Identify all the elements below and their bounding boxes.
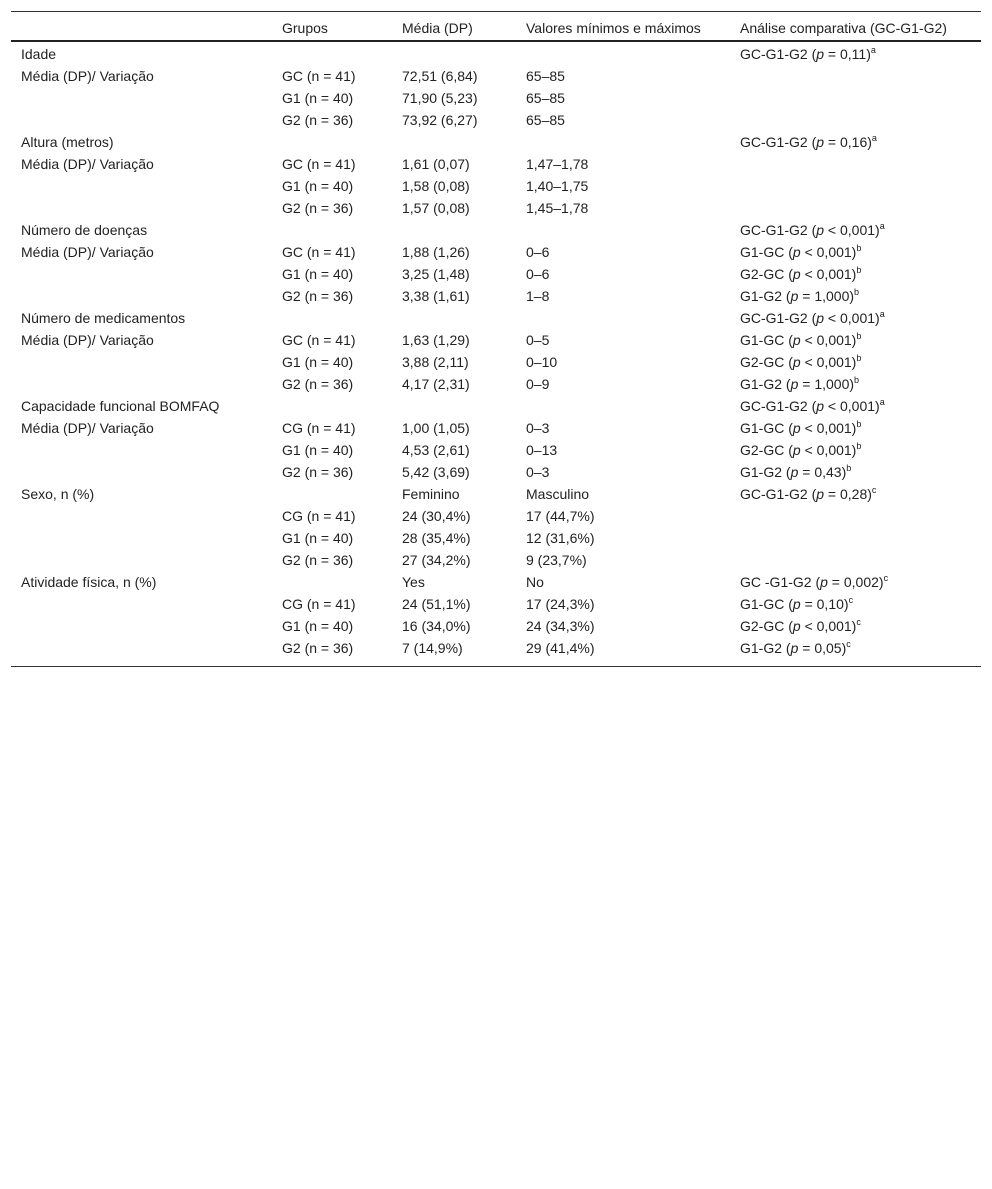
cell-mean-sd: 1,63 (1,29) <box>402 332 470 348</box>
cell-mean-sd: 1,61 (0,07) <box>402 156 470 172</box>
cell-variable <box>11 286 272 308</box>
cell-comparison <box>730 308 981 330</box>
cell-comparison <box>730 66 981 88</box>
footnote-marker: a <box>871 133 877 143</box>
cell-mean-sd: Feminino <box>402 486 460 502</box>
table-row <box>11 66 981 88</box>
footnote-marker: b <box>856 353 862 363</box>
cell-variable <box>11 198 272 220</box>
cell-group: G1 (n = 40) <box>282 618 354 634</box>
p-symbol: p <box>790 288 799 304</box>
cell-min-max: 24 (34,3%) <box>526 618 595 634</box>
cell-min-max: 0–5 <box>526 332 550 348</box>
cell-group: GC (n = 41) <box>282 68 356 84</box>
p-symbol: p <box>816 134 825 150</box>
table-row <box>11 396 981 418</box>
cell-min-max: 65–85 <box>526 90 565 106</box>
cell-mean-sd: 3,25 (1,48) <box>402 266 470 282</box>
cell-variable: Média (DP)/ Variação <box>21 156 154 172</box>
p-value: = 0,11) <box>824 46 871 62</box>
p-symbol: p <box>816 46 825 62</box>
p-symbol: p <box>816 222 825 238</box>
p-value: = 1,000) <box>798 376 855 392</box>
table-row <box>11 374 981 396</box>
cell-variable <box>11 440 272 462</box>
cell-comparison <box>730 110 981 132</box>
table-row <box>11 462 981 484</box>
table-row <box>11 132 981 154</box>
cell-mean-sd: 1,57 (0,08) <box>402 200 470 216</box>
cell-variable <box>11 462 272 484</box>
footnote-marker: c <box>856 617 861 627</box>
cell-comparison <box>730 418 981 440</box>
comparison-prefix: G2-GC ( <box>740 618 793 634</box>
footnote-marker: a <box>879 397 885 407</box>
cell-comparison <box>730 484 981 506</box>
cell-min-max: Masculino <box>526 486 590 502</box>
table-row <box>11 616 981 638</box>
header-cell-min-max: Valores mínimos e máximos <box>516 12 730 42</box>
cell-comparison <box>730 440 981 462</box>
comparison-prefix: GC-G1-G2 ( <box>740 486 817 502</box>
p-symbol: p <box>790 376 799 392</box>
footnote-marker: b <box>854 375 860 385</box>
cell-mean-sd: Yes <box>402 574 425 590</box>
p-value: < 0,001) <box>800 332 857 348</box>
cell-group <box>272 132 392 154</box>
cell-comparison <box>730 352 981 374</box>
p-value: = 0,05) <box>798 640 847 656</box>
cell-min-max: 9 (23,7%) <box>526 552 587 568</box>
cell-variable <box>11 594 272 616</box>
footnote-marker: b <box>846 463 852 473</box>
p-symbol: p <box>790 640 799 656</box>
table-row <box>11 154 981 176</box>
p-value: < 0,001) <box>824 222 880 238</box>
comparison-prefix: GC-G1-G2 ( <box>740 310 817 326</box>
footnote-marker: c <box>848 595 854 605</box>
cell-mean-sd: 72,51 (6,84) <box>402 68 478 84</box>
footnote-marker: b <box>856 331 862 341</box>
p-symbol: p <box>816 486 825 502</box>
p-value: < 0,001) <box>800 354 857 370</box>
cell-mean-sd: 73,92 (6,27) <box>402 112 478 128</box>
cell-group: G1 (n = 40) <box>282 266 354 282</box>
cell-group: G1 (n = 40) <box>282 354 354 370</box>
cell-variable <box>11 506 272 528</box>
cell-min-max: No <box>526 574 544 590</box>
footnote-marker: b <box>856 441 862 451</box>
cell-variable <box>11 528 272 550</box>
cell-variable <box>11 638 272 667</box>
p-value: < 0,001) <box>800 442 857 458</box>
cell-group <box>272 572 392 594</box>
footnote-marker: b <box>856 265 862 275</box>
cell-group <box>272 220 392 242</box>
footnote-marker: a <box>870 45 876 55</box>
cell-group <box>272 41 392 66</box>
p-value: = 0,43) <box>798 464 847 480</box>
cell-mean-sd: 71,90 (5,23) <box>402 90 478 106</box>
cell-group: CG (n = 41) <box>282 596 356 612</box>
cell-variable <box>11 88 272 110</box>
cell-comparison <box>730 462 981 484</box>
cell-group: G1 (n = 40) <box>282 530 354 546</box>
cell-comparison <box>730 594 981 616</box>
table-row <box>11 440 981 462</box>
p-value: < 0,001) <box>800 266 857 282</box>
table-row <box>11 528 981 550</box>
cell-group: G2 (n = 36) <box>282 112 354 128</box>
footnote-marker: b <box>856 419 862 429</box>
table-body <box>11 41 981 667</box>
footnote-marker: c <box>871 485 877 495</box>
p-value: = 0,28) <box>824 486 872 502</box>
cell-mean-sd: 24 (51,1%) <box>402 596 471 612</box>
cell-mean-sd: 1,00 (1,05) <box>402 420 470 436</box>
p-symbol: p <box>790 464 799 480</box>
comparison-prefix: G1-G2 ( <box>740 464 791 480</box>
p-symbol: p <box>792 266 801 282</box>
p-value: < 0,001) <box>824 398 880 414</box>
footnote-marker: a <box>879 309 885 319</box>
cell-group: CG (n = 41) <box>282 508 356 524</box>
cell-group: G1 (n = 40) <box>282 178 354 194</box>
cell-min-max: 17 (24,3%) <box>526 596 595 612</box>
cell-min-max: 17 (44,7%) <box>526 508 595 524</box>
cell-mean-sd <box>392 308 516 330</box>
comparison-prefix: G1-GC ( <box>740 244 793 260</box>
cell-min-max: 12 (31,6%) <box>526 530 595 546</box>
cell-variable: Média (DP)/ Variação <box>21 332 154 348</box>
cell-variable: Sexo, n (%) <box>21 486 95 502</box>
cell-variable <box>11 550 272 572</box>
comparison-prefix: GC-G1-G2 ( <box>740 222 817 238</box>
cell-comparison <box>730 132 981 154</box>
cell-comparison <box>730 374 981 396</box>
table-row <box>11 264 981 286</box>
cell-comparison <box>730 286 981 308</box>
cell-min-max <box>516 220 730 242</box>
cell-min-max: 0–13 <box>526 442 558 458</box>
cell-group: G2 (n = 36) <box>282 288 354 304</box>
p-symbol: p <box>816 398 825 414</box>
cell-comparison <box>730 264 981 286</box>
table-row <box>11 242 981 264</box>
cell-variable: Média (DP)/ Variação <box>21 244 154 260</box>
cell-min-max <box>516 132 730 154</box>
table-row <box>11 198 981 220</box>
cell-variable <box>11 110 272 132</box>
p-symbol: p <box>792 332 801 348</box>
comparison-prefix: G2-GC ( <box>740 354 793 370</box>
cell-mean-sd: 1,88 (1,26) <box>402 244 470 260</box>
cell-comparison <box>730 528 981 550</box>
cell-min-max: 65–85 <box>526 112 565 128</box>
cell-min-max: 0–6 <box>526 244 550 260</box>
cell-mean-sd: 24 (30,4%) <box>402 508 471 524</box>
cell-mean-sd <box>392 132 516 154</box>
cell-min-max: 1–8 <box>526 288 550 304</box>
cell-comparison <box>730 220 981 242</box>
comparison-prefix: G1-GC ( <box>740 596 793 612</box>
cell-mean-sd <box>392 396 516 418</box>
table-row <box>11 352 981 374</box>
cell-variable: Média (DP)/ Variação <box>21 420 154 436</box>
comparison-prefix: G2-GC ( <box>740 442 793 458</box>
table-container <box>11 11 981 667</box>
cell-comparison <box>730 638 981 667</box>
cell-group: GC (n = 41) <box>282 244 356 260</box>
cell-min-max: 0–10 <box>526 354 558 370</box>
cell-mean-sd: 5,42 (3,69) <box>402 464 470 480</box>
cell-variable: Capacidade funcional BOMFAQ <box>21 398 220 414</box>
cell-comparison <box>730 616 981 638</box>
p-value: < 0,001) <box>824 310 880 326</box>
cell-comparison <box>730 572 981 594</box>
cell-min-max: 0–6 <box>526 266 550 282</box>
cell-mean-sd <box>392 220 516 242</box>
cell-mean-sd: 7 (14,9%) <box>402 640 463 656</box>
cell-comparison <box>730 242 981 264</box>
p-value: < 0,001) <box>800 244 857 260</box>
footnote-marker: c <box>883 573 889 583</box>
table-row <box>11 220 981 242</box>
cell-min-max: 1,45–1,78 <box>526 200 589 216</box>
cell-comparison <box>730 396 981 418</box>
comparison-prefix: G1-G2 ( <box>740 640 791 656</box>
cell-mean-sd: 3,38 (1,61) <box>402 288 470 304</box>
footnote-marker: b <box>854 287 860 297</box>
cell-variable <box>11 616 272 638</box>
cell-comparison <box>730 176 981 198</box>
comparison-prefix: GC-G1-G2 ( <box>740 46 817 62</box>
table-header <box>11 12 981 42</box>
cell-variable: Número de medicamentos <box>21 310 186 326</box>
header-cell-mean-sd: Média (DP) <box>392 12 516 42</box>
table-row <box>11 176 981 198</box>
cell-group: GC (n = 41) <box>282 332 356 348</box>
cell-group <box>272 308 392 330</box>
cell-min-max: 65–85 <box>526 68 565 84</box>
comparison-prefix: GC-G1-G2 ( <box>740 134 817 150</box>
cell-variable <box>11 374 272 396</box>
cell-group: GC (n = 41) <box>282 156 356 172</box>
p-value: = 0,10) <box>800 596 849 612</box>
p-value: = 1,000) <box>798 288 855 304</box>
cell-min-max: 1,40–1,75 <box>526 178 589 194</box>
cell-comparison <box>730 41 981 66</box>
cell-comparison <box>730 154 981 176</box>
comparison-prefix: G1-GC ( <box>740 332 793 348</box>
cell-variable: Atividade física, n (%) <box>21 574 157 590</box>
cell-group: G2 (n = 36) <box>282 376 354 392</box>
cell-comparison <box>730 88 981 110</box>
p-value: = 0,002) <box>827 574 884 590</box>
header-row <box>11 12 981 42</box>
comparison-prefix: GC-G1-G2 ( <box>740 398 817 414</box>
p-symbol: p <box>792 244 801 260</box>
cell-mean-sd: 16 (34,0%) <box>402 618 471 634</box>
cell-mean-sd <box>392 41 516 66</box>
comparison-prefix: G1-GC ( <box>740 420 793 436</box>
p-symbol: p <box>792 420 801 436</box>
footnote-marker: b <box>856 243 862 253</box>
p-symbol: p <box>792 618 801 634</box>
table-row <box>11 594 981 616</box>
comparison-prefix: G2-GC ( <box>740 266 793 282</box>
p-value: < 0,001) <box>800 420 857 436</box>
cell-group: G2 (n = 36) <box>282 200 354 216</box>
cell-min-max: 29 (41,4%) <box>526 640 595 656</box>
footnote-marker: a <box>879 221 885 231</box>
p-symbol: p <box>792 442 801 458</box>
cell-mean-sd: 1,58 (0,08) <box>402 178 470 194</box>
comparison-prefix: G1-G2 ( <box>740 376 791 392</box>
cell-mean-sd: 3,88 (2,11) <box>402 354 469 370</box>
cell-mean-sd: 27 (34,2%) <box>402 552 471 568</box>
table-row <box>11 88 981 110</box>
table-row <box>11 550 981 572</box>
comparison-prefix: G1-G2 ( <box>740 288 791 304</box>
cell-group <box>272 396 392 418</box>
table-row <box>11 418 981 440</box>
comparison-prefix: GC -G1-G2 ( <box>740 574 821 590</box>
table-row <box>11 572 981 594</box>
cell-min-max: 0–9 <box>526 376 550 392</box>
header-cell-variable <box>11 12 272 42</box>
cell-comparison <box>730 550 981 572</box>
cell-mean-sd: 4,53 (2,61) <box>402 442 470 458</box>
p-symbol: p <box>816 310 825 326</box>
cell-group <box>272 484 392 506</box>
comparison-table <box>11 11 981 667</box>
table-row <box>11 41 981 66</box>
cell-variable: Média (DP)/ Variação <box>21 68 154 84</box>
table-row <box>11 638 981 667</box>
cell-group: G1 (n = 40) <box>282 90 354 106</box>
header-cell-comparative-analysis: Análise comparativa (GC-G1-G2) <box>730 12 981 42</box>
table-row <box>11 330 981 352</box>
footnote-marker: c <box>846 639 851 649</box>
cell-group: CG (n = 41) <box>282 420 356 436</box>
cell-variable <box>11 264 272 286</box>
p-symbol: p <box>792 596 801 612</box>
cell-variable <box>11 352 272 374</box>
cell-mean-sd: 4,17 (2,31) <box>402 376 470 392</box>
p-value: < 0,001) <box>800 618 857 634</box>
p-symbol: p <box>792 354 801 370</box>
cell-variable <box>11 176 272 198</box>
cell-comparison <box>730 198 981 220</box>
cell-group: G2 (n = 36) <box>282 464 354 480</box>
cell-group: G1 (n = 40) <box>282 442 354 458</box>
table-row <box>11 286 981 308</box>
cell-variable: Número de doenças <box>21 222 148 238</box>
cell-comparison <box>730 506 981 528</box>
cell-comparison <box>730 330 981 352</box>
table-row <box>11 308 981 330</box>
cell-variable: Idade <box>21 46 57 62</box>
table-row <box>11 506 981 528</box>
cell-min-max: 0–3 <box>526 464 550 480</box>
cell-min-max <box>516 396 730 418</box>
table-row <box>11 110 981 132</box>
cell-min-max <box>516 41 730 66</box>
p-value: = 0,16) <box>824 134 872 150</box>
cell-min-max: 1,47–1,78 <box>526 156 589 172</box>
cell-group: G2 (n = 36) <box>282 640 354 656</box>
cell-min-max: 0–3 <box>526 420 550 436</box>
cell-variable: Altura (metros) <box>21 134 114 150</box>
cell-mean-sd: 28 (35,4%) <box>402 530 471 546</box>
table-row <box>11 484 981 506</box>
cell-min-max <box>516 308 730 330</box>
p-symbol: p <box>820 574 828 590</box>
header-cell-groups: Grupos <box>272 12 392 42</box>
cell-group: G2 (n = 36) <box>282 552 354 568</box>
